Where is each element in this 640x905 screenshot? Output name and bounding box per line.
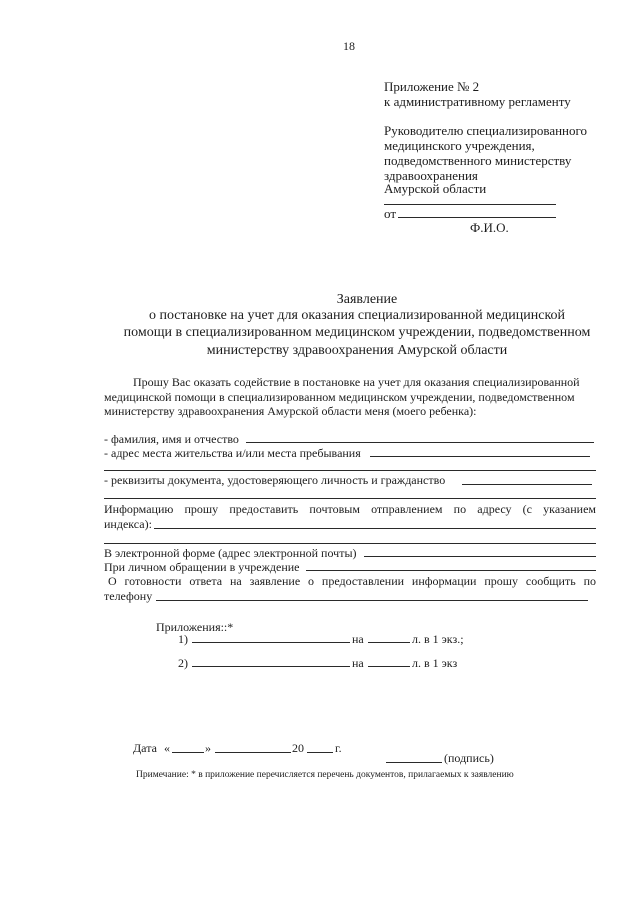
fio-caption: Ф.И.О. [470, 220, 509, 235]
intro-line: медицинской помощи в специализированном медицинском учреждении, подведомственном [104, 390, 575, 404]
document-field-line[interactable] [462, 484, 592, 485]
date-quote-close: » [205, 741, 211, 755]
intro-line: министерству здравоохранения Амурской области меня (моего ребенка): [104, 404, 477, 418]
attachment-pages-line[interactable] [368, 642, 410, 643]
addressee-line: здравоохранения [384, 168, 478, 183]
fio-label: - фамилия, имя и отчество [104, 432, 239, 446]
date-month-line[interactable] [215, 752, 291, 753]
document-extra-line[interactable] [104, 498, 596, 499]
signature-caption: (подпись) [444, 751, 494, 765]
postal-field-line[interactable] [154, 528, 596, 529]
attachment-pages-line[interactable] [368, 666, 410, 667]
footnote: Примечание: * в приложение перечисляется перечень документов, прилагаемых к заявлению [136, 770, 514, 780]
addressee-line: подведомственного министерству [384, 153, 572, 168]
from-label: от [384, 206, 397, 221]
addressee-line: Руководителю специализированного [384, 123, 588, 138]
phone-field-line[interactable] [156, 600, 588, 601]
postal-extra-line[interactable] [104, 543, 596, 544]
attachment-na: на [352, 656, 364, 670]
addressee-line: Амурской области [384, 181, 487, 196]
attachment-na: на [352, 632, 364, 646]
in-person-field-line[interactable] [306, 570, 596, 571]
attachment-name-line[interactable] [192, 666, 350, 667]
attachment-tail: л. в 1 экз.; [412, 632, 464, 646]
regulation-ref: к административному регламенту [384, 94, 571, 109]
address-extra-line[interactable] [104, 470, 596, 471]
addressee-blank-line [384, 204, 556, 205]
address-label: - адрес места жительства и/или места пребывания [104, 446, 361, 460]
phone-label-cont: телефону [104, 589, 153, 603]
email-field-line[interactable] [364, 556, 596, 557]
phone-label: О готовности ответа на заявление о предоставлении информации прошу сообщить по [108, 574, 596, 588]
intro-line: Прошу Вас оказать содействие в постановке на учет для оказания специализированной [133, 375, 580, 389]
from-blank-line [398, 217, 556, 218]
appendix-title: Приложение № 2 [384, 79, 480, 94]
in-person-label: При личном обращении в учреждение [104, 560, 300, 574]
date-day-line[interactable] [172, 752, 204, 753]
attachment-name-line[interactable] [192, 642, 350, 643]
date-label: Дата [133, 741, 157, 755]
document-label: - реквизиты документа, удостоверяющего личность и гражданство [104, 473, 446, 487]
address-field-line[interactable] [370, 456, 590, 457]
fio-field-line[interactable] [246, 442, 594, 443]
title-line: министерству здравоохранения Амурской области [206, 343, 508, 358]
title-word: Заявление [336, 292, 398, 307]
year-suffix: г. [335, 741, 342, 755]
attachments-label: Приложения::* [156, 620, 234, 634]
date-quote-open: « [164, 741, 170, 755]
attachment-tail: л. в 1 экз [412, 656, 458, 670]
email-label: В электронной форме (адрес электронной почты) [104, 546, 357, 560]
date-year-line[interactable] [307, 752, 333, 753]
signature-line[interactable] [386, 762, 442, 763]
page-number: 18 [343, 39, 355, 53]
postal-label: Информацию прошу предоставить почтовым отправлением по адресу (с указанием [104, 502, 596, 516]
title-line: о постановке на учет для оказания специализированной медицинской [148, 308, 566, 323]
attachment-number: 1) [178, 632, 188, 646]
year-prefix: 20 [292, 741, 304, 755]
title-line: помощи в специализированном медицинском учреждении, подведомственном [123, 325, 591, 340]
postal-label-cont: индекса): [104, 517, 152, 531]
addressee-line: медицинского учреждения, [384, 138, 535, 153]
attachment-number: 2) [178, 656, 188, 670]
